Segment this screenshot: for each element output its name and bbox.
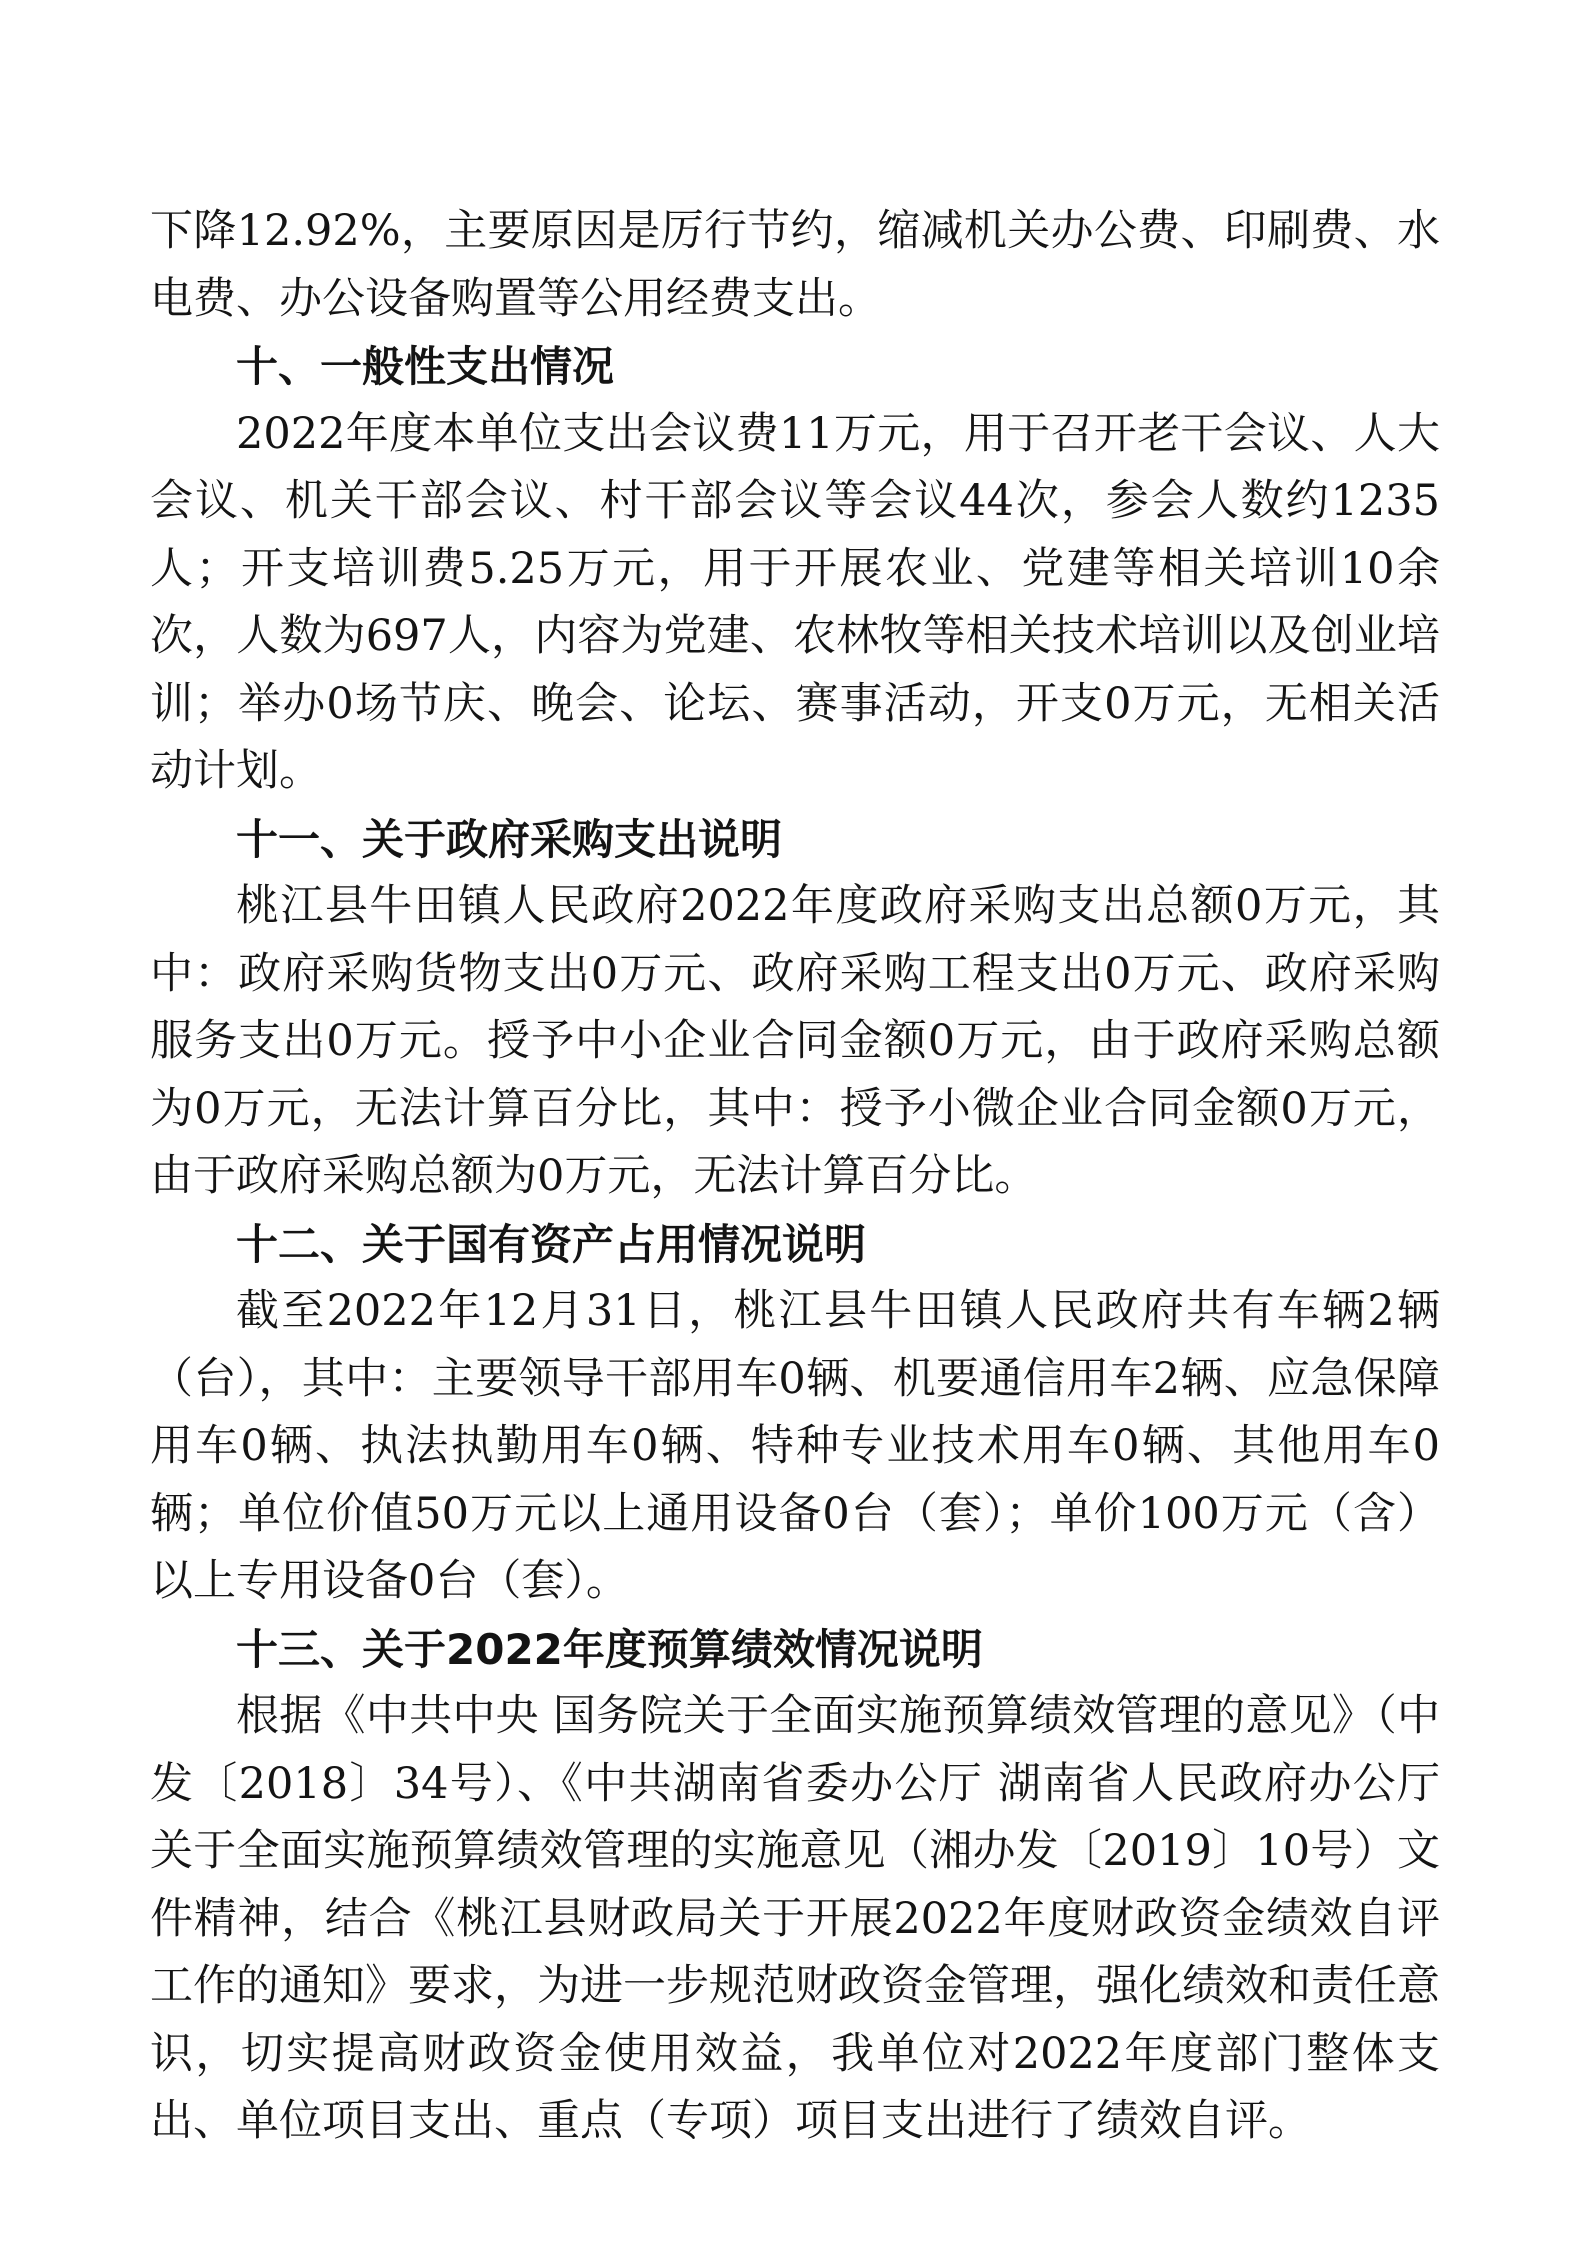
paragraph-budget-performance: 根据《中共中央 国务院关于全面实施预算绩效管理的意见》（中发〔2018〕34号）、《中共湖南省委办公厅 湖南省人民政府办公厅关于全面实施预算绩效管理的实施意见（湘办发〔2019〕10号）文件精神，结合《桃江县财政局关于开展2022年度财政资金绩效自评工作的通知》要求，为进一步规范财政资金管理，强化绩效和责任意识，切实提高财政资金使用效益，我单位对2022年度部门整体支出、单位项目支出、重点（专项）项目支出进行了绩效自评。: [150, 1691, 1440, 2146]
document-page: [150, 198, 1440, 2156]
section-heading-10: 十、一般性支出情况: [236, 342, 615, 391]
section-heading-13: 十三、关于2022年度预算绩效情况说明: [236, 1624, 983, 1674]
paragraph-general-expenses: 2022年度本单位支出会议费11万元，用于召开老干会议、人大会议、机关干部会议、村干部会议等会议44次，参会人数约1235人；开支培训费5.25万元，用于开展农业、党建等相关培训10余次，人数为697人，内容为党建、农林牧等相关技术培训以及创业培训；举办0场节庆、晚会、论坛、赛事活动，开支0万元，无相关活动计划。: [150, 408, 1440, 796]
section-heading-12: 十二、关于国有资产占用情况说明: [236, 1219, 867, 1269]
paragraph-government-procurement: 桃江县牛田镇人民政府2022年度政府采购支出总额0万元，其中：政府采购货物支出0万元、政府采购工程支出0万元、政府采购服务支出0万元。授予中小企业合同金额0万元，由于政府采购总额为0万元，无法计算百分比，其中：授予小微企业合同金额0万元，由于政府采购总额为0万元，无法计算百分比。: [150, 881, 1440, 1201]
paragraph-public-expense-continuation: 下降12.92%，主要原因是厉行节约，缩减机关办公费、印刷费、水电费、办公设备购置等公用经费支出。: [150, 206, 1440, 324]
section-heading-11: 十一、关于政府采购支出说明: [236, 814, 783, 864]
paragraph-state-assets: 截至2022年12月31日，桃江县牛田镇人民政府共有车辆2辆（台），其中：主要领导干部用车0辆、机要通信用车2辆、应急保障用车0辆、执法执勤用车0辆、特种专业技术用车0辆、其他用车0辆；单位价值50万元以上通用设备0台（套）；单价100万元（含）以上专用设备0台（套）。: [150, 1286, 1440, 1606]
